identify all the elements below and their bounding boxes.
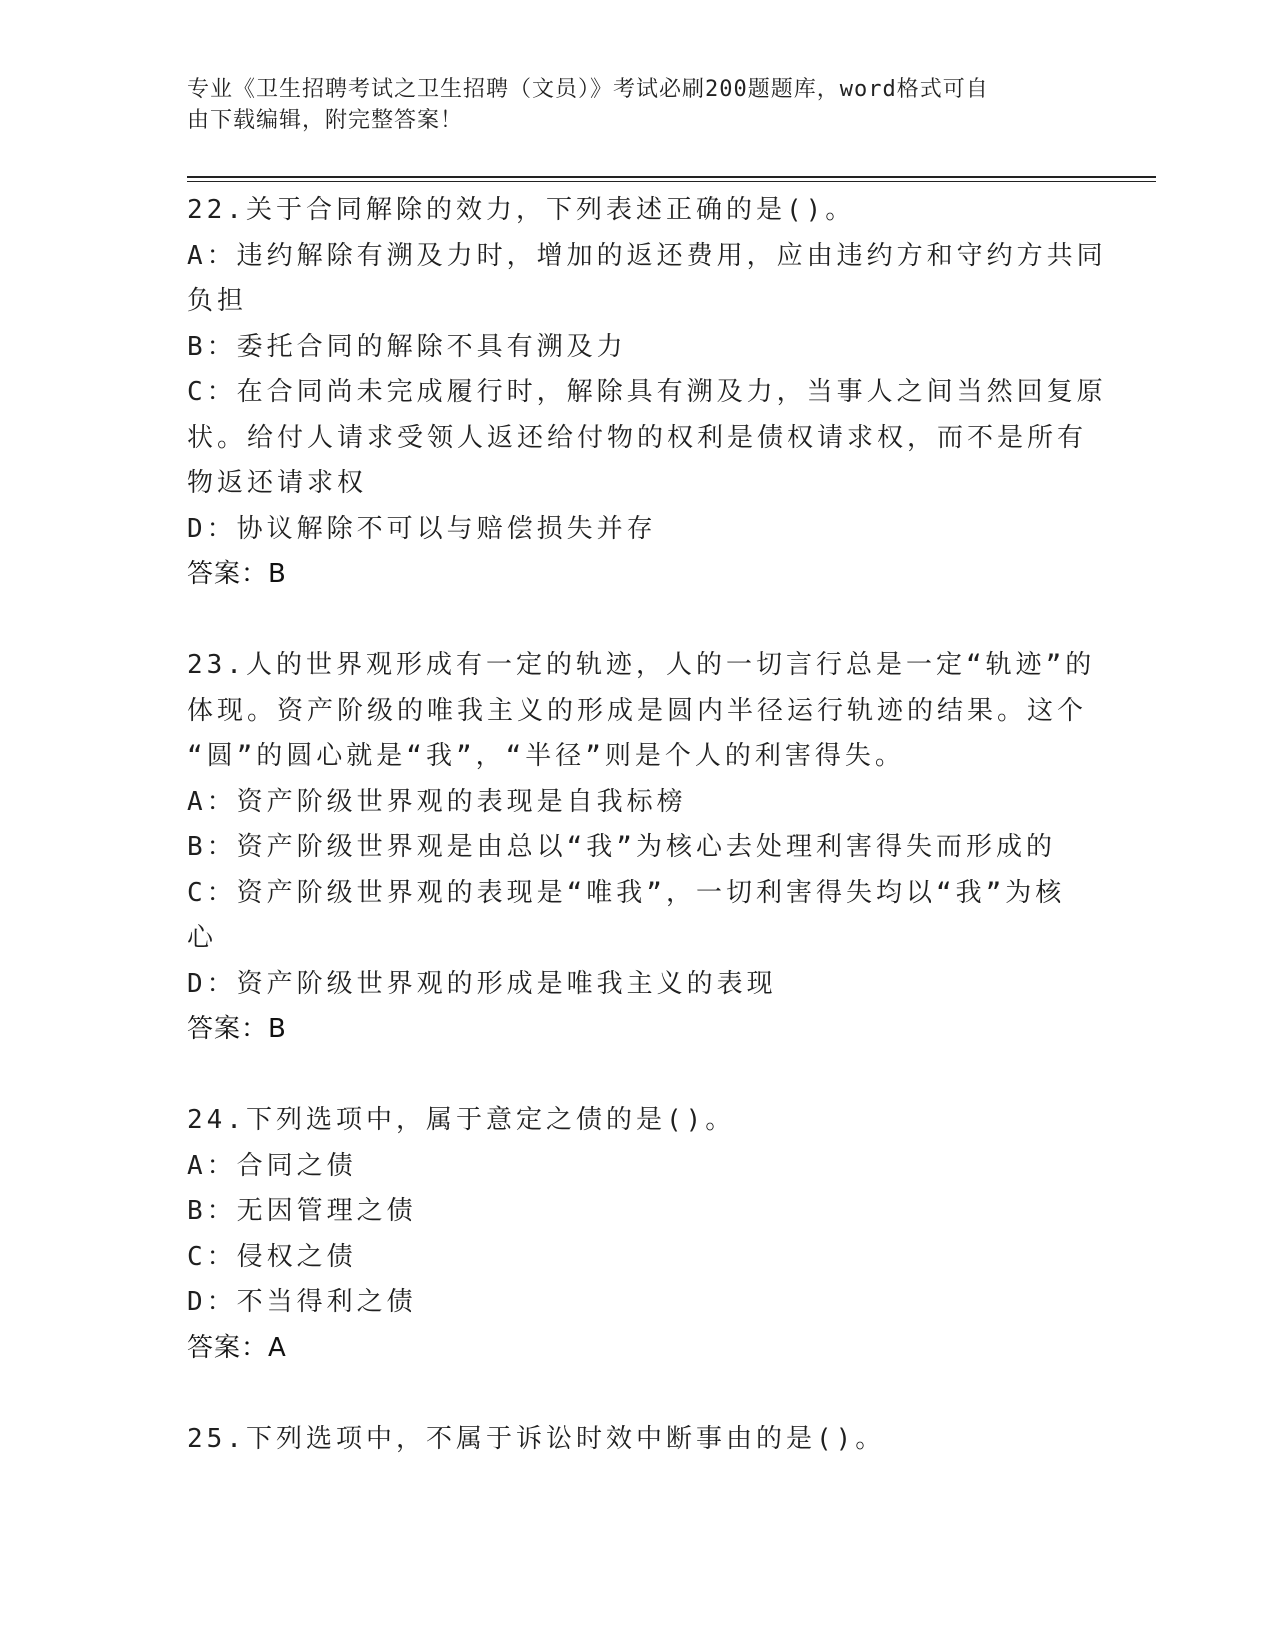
question-block: [187, 643, 1096, 1053]
answer-option: [187, 871, 1067, 962]
option-text-line: B：资产阶级世界观是由总以“我”为核心去处理利害得失而形成的: [187, 832, 1056, 862]
option-text-line: A：违约解除有溯及力时，增加的返还费用，应由违约方和守约方共同: [187, 240, 1107, 271]
header-line: 由下载编辑，附完整答案！: [187, 108, 464, 133]
option-text-line: B：委托合同的解除不具有溯及力: [187, 331, 627, 362]
question-stem: [187, 1417, 1067, 1463]
answer-option: [187, 370, 1107, 507]
option-text-line: 心: [187, 923, 218, 953]
answer-option: [187, 962, 1067, 1008]
question-block: [187, 1098, 1067, 1371]
option-text-line: A：合同之债: [187, 1150, 357, 1181]
question-text-line: 22.关于合同解除的效力，下列表述正确的是()。: [187, 195, 856, 225]
option-text-line: D：不当得利之债: [187, 1287, 417, 1317]
question-text-line: 24.下列选项中，属于意定之债的是()。: [187, 1105, 736, 1135]
document-header: [187, 74, 1067, 136]
answer-key: 答案：B: [187, 1014, 287, 1044]
question-spacer: [187, 1053, 1067, 1099]
question-text-line: 23.人的世界观形成有一定的轨迹，人的一切言行总是一定“轨迹”的: [187, 650, 1096, 680]
option-text-line: C：资产阶级世界观的表现是“唯我”，一切利害得失均以“我”为核: [187, 877, 1066, 908]
question-block: [187, 1417, 1067, 1463]
question-stem: [187, 188, 1067, 234]
answer-option: [187, 325, 1067, 371]
question-text-line: 25.下列选项中，不属于诉讼时效中断事由的是()。: [187, 1423, 886, 1454]
option-text-line: 负担: [187, 286, 248, 316]
answer-option: [187, 507, 1067, 553]
question-spacer: [187, 1371, 1067, 1417]
question-list: [187, 188, 1107, 1462]
answer-key: 答案：B: [187, 559, 287, 589]
question-text-line: 体现。资产阶级的唯我主义的形成是圆内半径运行轨迹的结果。这个: [187, 695, 1088, 726]
question-stem: [187, 1098, 1067, 1144]
option-text-line: C：侵权之债: [187, 1241, 357, 1272]
option-text-line: D：协议解除不可以与赔偿损失并存: [187, 513, 657, 544]
answer-option: [187, 1189, 1067, 1235]
answer-option: [187, 780, 1067, 826]
answer-option: [187, 1144, 1067, 1190]
header-line: 专业《卫生招聘考试之卫生招聘（文员）》考试必刷200题题库，word格式可自: [187, 77, 989, 102]
option-text-line: A：资产阶级世界观的表现是自我标榜: [187, 786, 687, 817]
question-block: [187, 188, 1107, 598]
header-divider: [187, 176, 1156, 178]
question-text-line: “圆”的圆心就是“我”，“半径”则是个人的利害得失。: [187, 741, 905, 771]
answer-option: [187, 234, 1107, 325]
answer-option: [187, 1280, 1067, 1326]
answer-option: [187, 825, 1067, 871]
option-text-line: B：无因管理之债: [187, 1196, 417, 1226]
option-text-line: 状。给付人请求受领人返还给付物的权利是债权请求权，而不是所有: [187, 422, 1088, 453]
option-text-line: C：在合同尚未完成履行时，解除具有溯及力，当事人之间当然回复原: [187, 377, 1107, 407]
answer-key: 答案：A: [187, 1332, 287, 1363]
option-text-line: D：资产阶级世界观的形成是唯我主义的表现: [187, 968, 777, 999]
question-stem: [187, 643, 1096, 780]
question-spacer: [187, 598, 1067, 644]
header-divider-thin: [187, 181, 1156, 182]
answer-option: [187, 1235, 1067, 1281]
option-text-line: 物返还请求权: [187, 468, 368, 498]
